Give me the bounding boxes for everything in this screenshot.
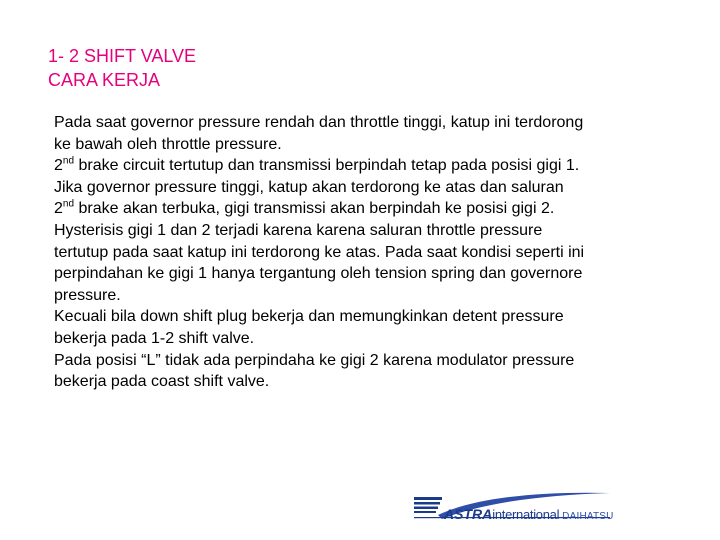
- ordinal-suffix: nd: [62, 199, 75, 211]
- body-line-rest: brake circuit tertutup dan transmissi berpindah tetap pada posisi gigi 1.: [74, 157, 580, 175]
- logo-astra: ASTRA: [444, 506, 493, 522]
- body-line: Pada saat governor pressure rendah dan throttle tinggi, katup ini terdorong: [54, 114, 584, 131]
- body-line: ke bawah oleh throttle pressure.: [54, 135, 282, 153]
- slide-title: [48, 44, 196, 92]
- body-line: tertutup pada saat katup ini terdorong ke atas. Pada saat kondisi seperti ini: [54, 243, 585, 261]
- title-line-2: CARA KERJA: [48, 70, 161, 90]
- ordinal-number: 2: [54, 157, 63, 175]
- body-line: pressure.: [54, 286, 121, 304]
- body-line: bekerja pada coast shift valve.: [54, 373, 270, 391]
- logo-international: international: [492, 507, 560, 522]
- brand-logo-text: [444, 506, 614, 524]
- body-paragraph: [54, 112, 674, 393]
- body-line: perpindahan ke gigi 1 hanya tergantung oleh tension spring dan governore: [54, 265, 583, 283]
- body-line: bekerja pada 1-2 shift valve.: [54, 329, 255, 347]
- body-line-rest: brake akan terbuka, gigi transmissi akan berpindah ke posisi gigi 2.: [74, 200, 555, 218]
- logo-daihatsu: DAIHATSU: [562, 511, 614, 522]
- title-line-1: 1- 2 SHIFT VALVE: [48, 46, 197, 66]
- ordinal-number: 2: [54, 200, 63, 218]
- ordinal-suffix: nd: [62, 155, 75, 167]
- body-line: Kecuali bila down shift plug bekerja dan memungkinkan detent pressure: [54, 308, 564, 326]
- body-line: Hysterisis gigi 1 dan 2 terjadi karena karena saluran throttle pressure: [54, 221, 543, 239]
- body-line: [54, 198, 674, 220]
- body-line: Jika governor pressure tinggi, katup akan terdorong ke atas dan saluran: [54, 178, 564, 196]
- body-line: Pada posisi “L” tidak ada perpindaha ke gigi 2 karena modulator pressure: [54, 351, 575, 369]
- body-line: [54, 155, 674, 177]
